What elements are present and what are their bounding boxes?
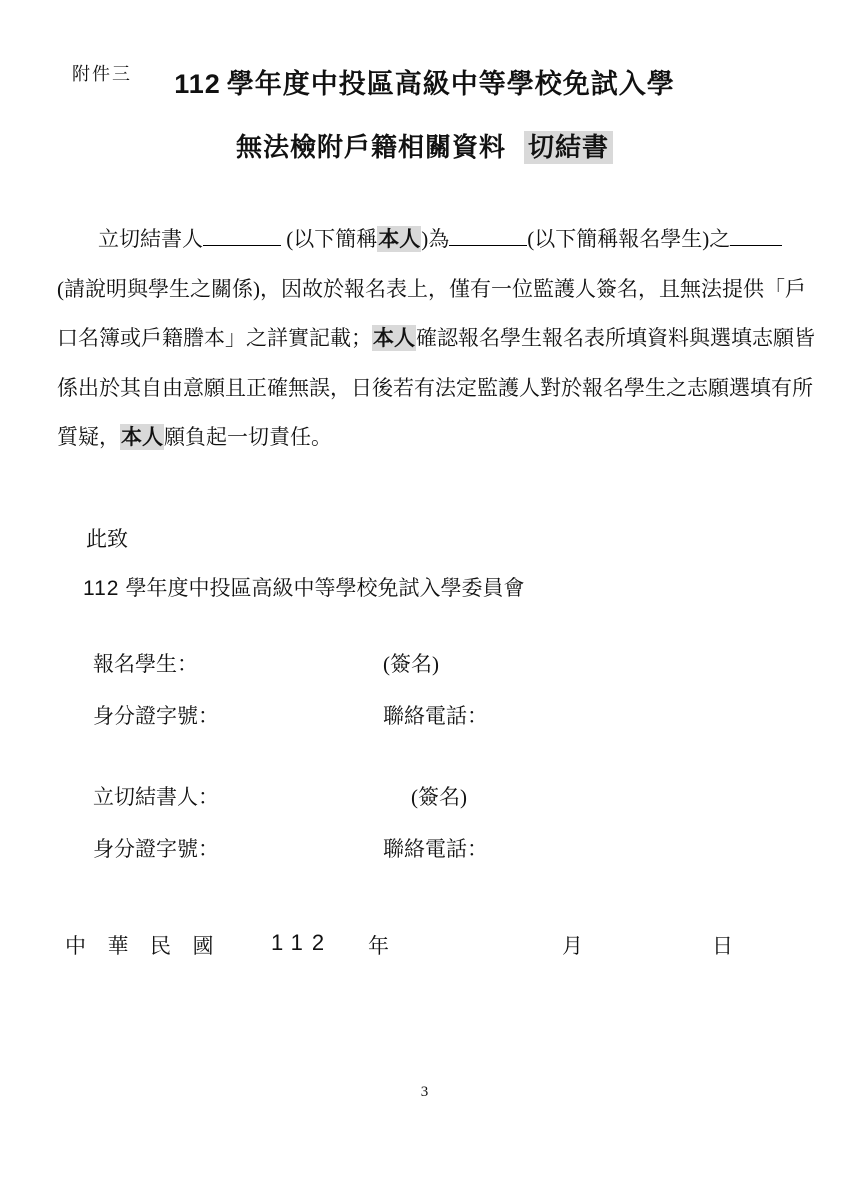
signature-row-value: (簽名) (383, 652, 439, 676)
signature-row-label: 報名學生： (93, 652, 198, 676)
blank-fill-in-line (449, 225, 527, 246)
signature-row (93, 701, 773, 732)
paragraph-line (57, 274, 806, 324)
highlighted-term: 本人 (121, 425, 163, 449)
committee-text: 學年度中投區高級中等學校免試入學委員會 (125, 576, 525, 600)
title-line1-text: 學年度中投區高級中等學校免試入學 (226, 69, 675, 99)
paragraph-text: 願負起一切責任。 (164, 425, 332, 449)
paragraph-text: )為 (421, 227, 450, 251)
signature-row (93, 834, 773, 865)
date-year-value: 112 (271, 930, 334, 955)
paragraph-text: 口名簿或戶籍謄本」之詳實記載； (57, 326, 372, 350)
blank-fill-in-line (730, 225, 782, 246)
paragraph-line (57, 224, 797, 274)
paragraph-text: (以下簡稱 (281, 227, 378, 251)
signature-row-value: 聯絡電話： (383, 704, 488, 728)
salutation: 此致 (86, 527, 128, 551)
paragraph-line (57, 323, 815, 373)
paragraph-text: 確認報名學生報名表所填資料與選填志願皆 (416, 326, 815, 350)
signature-row-label: 身分證字號： (93, 704, 219, 728)
paragraph-text: (請說明與學生之關係)，因故於報名表上，僅有一位監護人簽名，且無法提供「戶 (57, 276, 806, 301)
paragraph-text: 係出於其自由意願且正確無誤，日後若有法定監護人對於報名學生之志願選填有所 (57, 375, 813, 400)
signature-row (93, 649, 773, 680)
date-line (0, 930, 849, 964)
signature-row (93, 782, 773, 813)
signature-section (93, 649, 773, 886)
attachment-label: 附件三 (72, 64, 132, 84)
date-year-unit: 年 (368, 934, 389, 958)
committee-line (83, 572, 524, 602)
title-line2-text: 無法檢附戶籍相關資料 (235, 133, 506, 162)
title-year-number: 112 (174, 69, 221, 99)
signature-row-value: 聯絡電話： (383, 837, 488, 861)
document-title-line1 (0, 62, 849, 101)
blank-fill-in-line (203, 225, 281, 246)
signature-row-value: (簽名) (411, 785, 467, 809)
paragraph-text: (以下簡稱報名學生)之 (527, 227, 731, 251)
body-paragraph (57, 224, 815, 472)
signature-row-label: 身分證字號： (93, 837, 219, 861)
title-highlight-term: 切結書 (524, 131, 613, 164)
committee-year-number: 112 (83, 577, 120, 600)
date-month-unit: 月 (562, 934, 583, 958)
date-era-label: 中華民國 (65, 934, 235, 958)
paragraph-line (57, 422, 797, 472)
paragraph-text: 立切結書人 (98, 227, 203, 251)
document-title-line2 (0, 127, 849, 164)
highlighted-term: 本人 (373, 326, 415, 350)
page-number: 3 (420, 1084, 429, 1100)
highlighted-term: 本人 (378, 227, 421, 251)
date-day-unit: 日 (712, 934, 733, 958)
title-block (0, 62, 849, 164)
signature-row-label: 立切結書人： (93, 785, 219, 809)
paragraph-line (57, 373, 813, 423)
paragraph-text: 質疑， (57, 425, 120, 449)
